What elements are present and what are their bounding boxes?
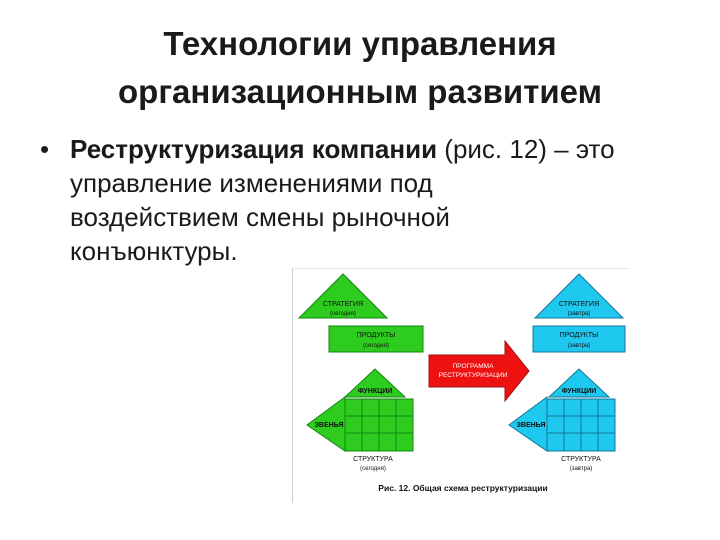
right-structure-label: СТРУКТУРА xyxy=(561,456,601,463)
left-products-label: ПРОДУКТЫ xyxy=(356,332,396,339)
left-products-sublabel: (сегодня) xyxy=(363,343,389,349)
right-matrix xyxy=(547,399,615,451)
right-functions-label: ФУНКЦИИ xyxy=(561,388,597,395)
program-arrow-shape xyxy=(429,341,529,401)
bullet-line-1 xyxy=(70,132,680,166)
restructuring-diagram xyxy=(293,269,629,503)
left-column xyxy=(299,274,423,472)
bullet-line-4: конъюнктуры. xyxy=(70,236,238,266)
bullet-marker: • xyxy=(40,134,50,164)
right-strategy-label: СТРАТЕГИЯ xyxy=(558,301,600,308)
bullet-line-3: воздействием смены рыночной xyxy=(70,202,450,232)
title-line-1: Технологии управления xyxy=(163,25,557,62)
left-strategy-sublabel: (сегодня) xyxy=(330,311,356,317)
figure-caption: Рис. 12. Общая схема реструктуризации xyxy=(378,483,548,493)
program-label-line-1: ПРОГРАММА xyxy=(452,363,494,370)
left-links-label: ЗВЕНЬЯ xyxy=(314,422,344,429)
right-products-label: ПРОДУКТЫ xyxy=(559,332,599,339)
program-arrow xyxy=(429,341,529,401)
right-structure-sublabel: (завтра) xyxy=(569,466,593,472)
left-structure-sublabel: (сегодня) xyxy=(360,466,386,472)
left-matrix xyxy=(345,399,413,451)
right-products-sublabel: (завтра) xyxy=(567,343,591,349)
bullet-bold-term: Реструктуризация компании xyxy=(70,134,438,164)
program-label-line-2: РЕСТРУКТУРИЗАЦИИ xyxy=(438,372,508,379)
left-functions-label: ФУНКЦИИ xyxy=(357,388,393,395)
left-structure-label: СТРУКТУРА xyxy=(353,456,393,463)
bullet-paragraph xyxy=(40,132,680,268)
right-links-label: ЗВЕНЬЯ xyxy=(516,422,546,429)
slide-title xyxy=(0,20,720,116)
bullet-line-1-rest: (рис. 12) – это xyxy=(437,134,615,164)
bullet-line-2: управление изменениями под xyxy=(70,168,433,198)
left-strategy-label: СТРАТЕГИЯ xyxy=(322,301,364,308)
restructuring-figure xyxy=(292,268,629,503)
right-strategy-sublabel: (завтра) xyxy=(567,311,591,317)
title-line-2: организационным развитием xyxy=(118,73,602,110)
